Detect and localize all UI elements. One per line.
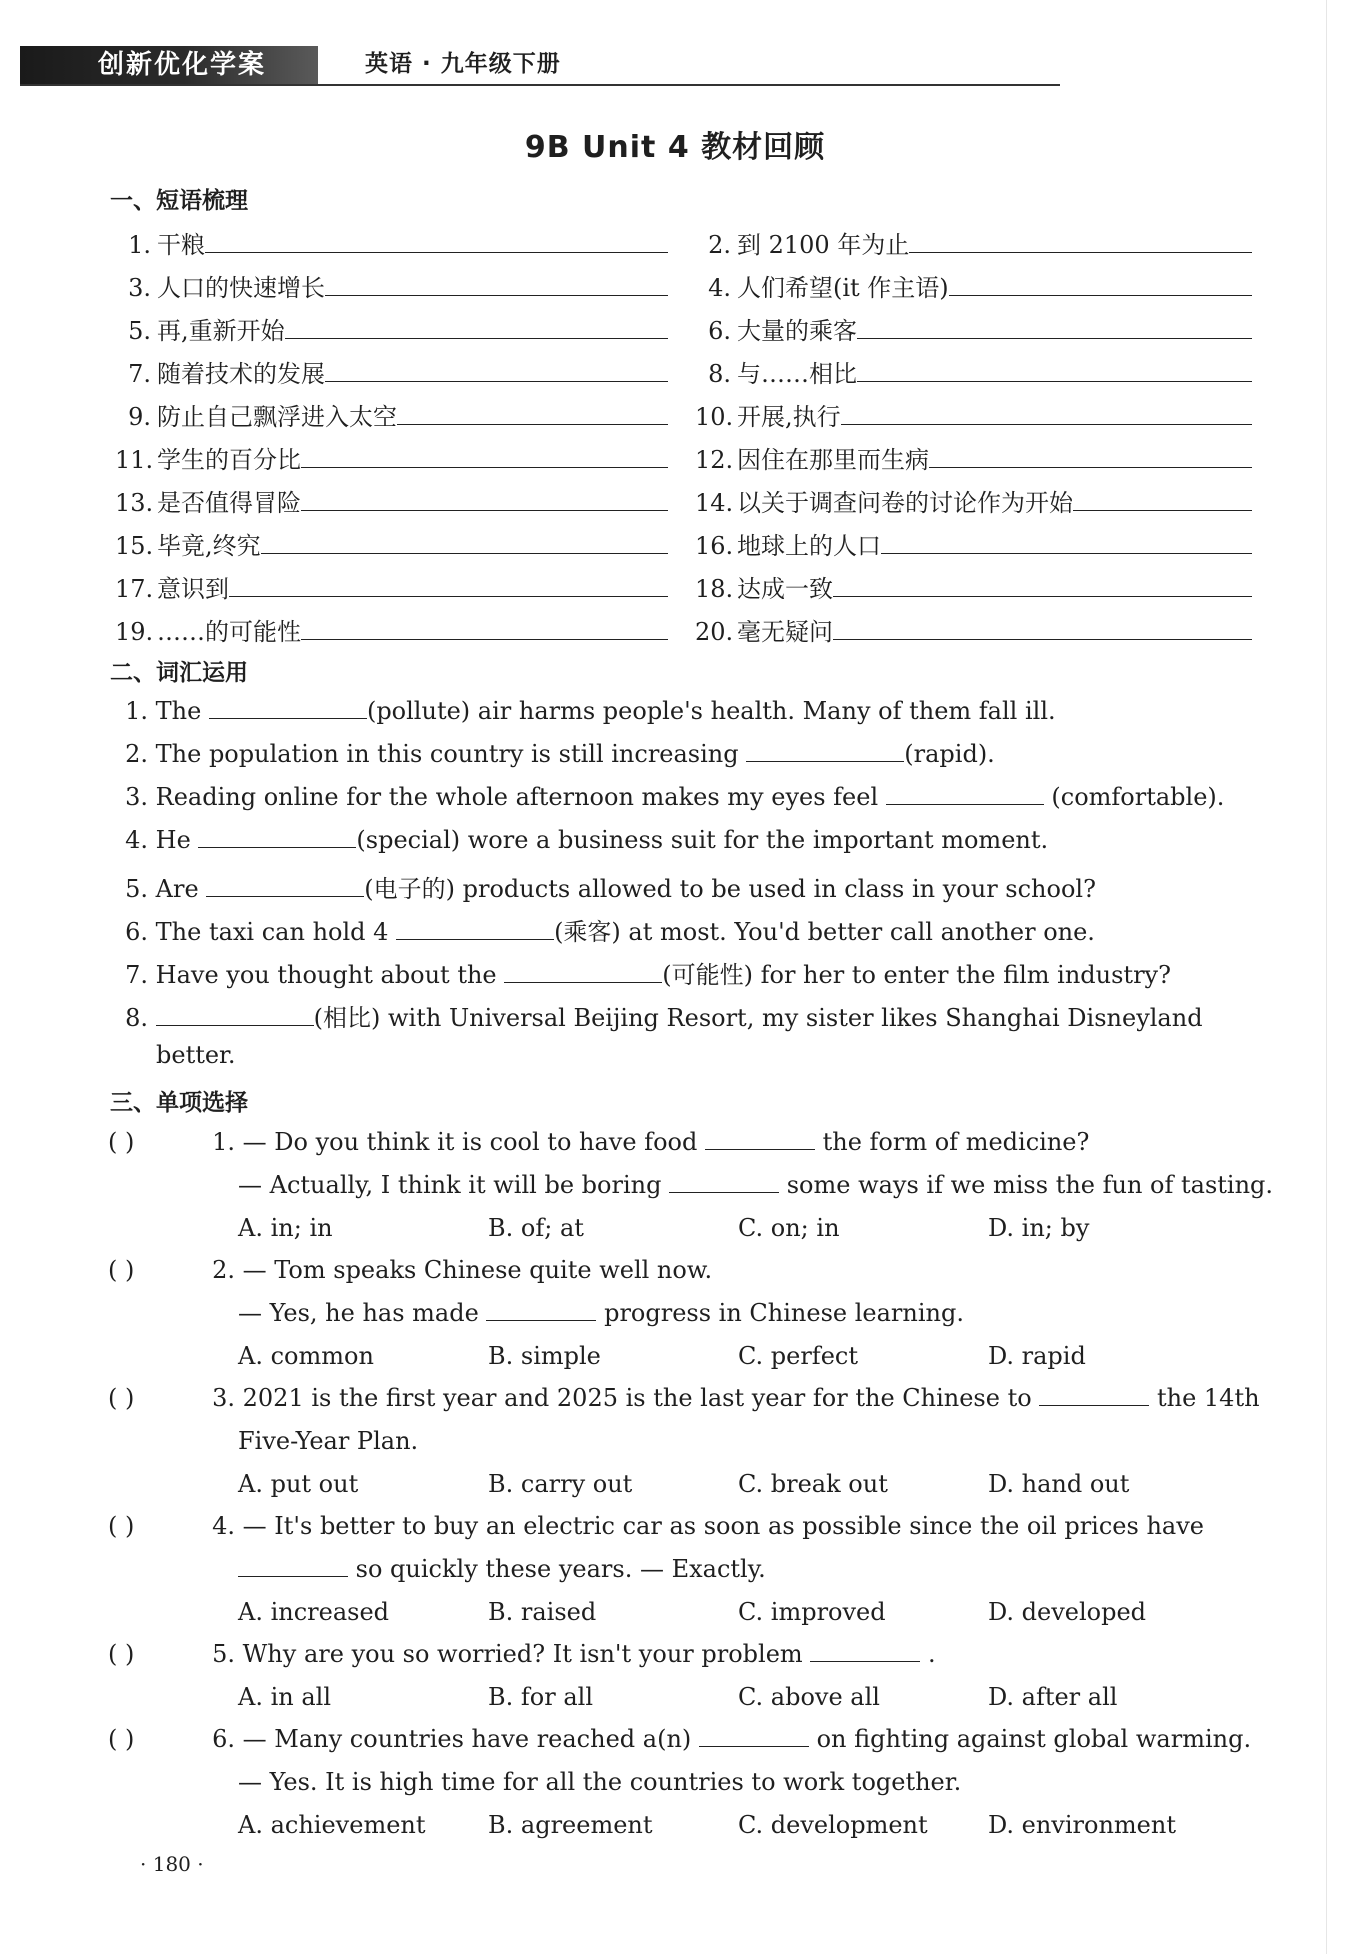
answer-blank[interactable]	[810, 1641, 920, 1662]
phrase-item: 12. 因住在那里而生病	[695, 440, 1252, 475]
phrase-item: 8. 与……相比	[695, 354, 1252, 389]
phrase-item: 2. 到 2100 年为止	[695, 225, 1252, 260]
question-line: so quickly these years. — Exactly.	[238, 1555, 766, 1583]
option-d[interactable]: D. in; by	[988, 1214, 1090, 1242]
option-a[interactable]: A. in; in	[238, 1214, 333, 1242]
option-d[interactable]: D. after all	[988, 1683, 1118, 1711]
answer-blank[interactable]	[229, 576, 668, 597]
vocab-continuation: better.	[156, 1041, 236, 1069]
option-b[interactable]: B. of; at	[488, 1214, 584, 1242]
answer-blank[interactable]	[1039, 1385, 1149, 1406]
phrase-item: 1. 干粮	[115, 225, 668, 260]
option-c[interactable]: C. break out	[738, 1470, 888, 1498]
brand-banner: 创新优化学案	[20, 46, 318, 84]
answer-blank[interactable]	[156, 1005, 314, 1026]
answer-blank[interactable]	[833, 619, 1252, 640]
page-header	[20, 44, 1060, 84]
section-phrases-title: 一、短语梳理	[110, 188, 248, 214]
answer-blank[interactable]	[325, 361, 668, 382]
answer-blank[interactable]	[699, 1726, 809, 1747]
answer-blank[interactable]	[909, 232, 1252, 253]
page-edge	[1326, 0, 1327, 1954]
page-title: 9B Unit 4 教材回顾	[524, 130, 826, 165]
phrase-item: 13. 是否值得冒险	[115, 483, 668, 518]
option-a[interactable]: A. increased	[238, 1598, 390, 1626]
vocab-item: 6. The taxi can hold 4 (乘客) at most. You'd better call another one.	[125, 918, 1095, 946]
answer-bracket[interactable]: ( )	[108, 1725, 135, 1753]
phrase-item: 18. 达成一致	[695, 569, 1252, 604]
answer-blank[interactable]	[397, 404, 668, 425]
question-stem: 1. — Do you think it is cool to have food the form of medicine?	[212, 1128, 1090, 1156]
question-stem: 2. — Tom speaks Chinese quite well now.	[212, 1256, 713, 1284]
answer-blank[interactable]	[238, 1556, 348, 1577]
phrase-item: 5. 再,重新开始	[115, 311, 668, 346]
header-rule	[20, 84, 1060, 86]
question-line: Five-Year Plan.	[238, 1427, 419, 1455]
phrase-item: 3. 人口的快速增长	[115, 268, 668, 303]
answer-bracket[interactable]: ( )	[108, 1512, 135, 1540]
option-b[interactable]: B. for all	[488, 1683, 593, 1711]
phrase-item: 4. 人们希望(it 作主语)	[695, 268, 1252, 303]
answer-blank[interactable]	[301, 619, 668, 640]
answer-blank[interactable]	[285, 318, 668, 339]
answer-blank[interactable]	[857, 318, 1252, 339]
option-c[interactable]: C. development	[738, 1811, 928, 1839]
answer-blank[interactable]	[504, 962, 662, 983]
option-a[interactable]: A. common	[238, 1342, 374, 1370]
question-stem: 5. Why are you so worried? It isn't your problem .	[212, 1640, 936, 1668]
answer-blank[interactable]	[857, 361, 1252, 382]
question-line: — Yes, he has made progress in Chinese learning.	[238, 1299, 964, 1327]
answer-blank[interactable]	[205, 232, 668, 253]
phrase-item: 19. ……的可能性	[115, 612, 668, 647]
question-stem: 3. 2021 is the first year and 2025 is the last year for the Chinese to the 14th	[212, 1384, 1260, 1412]
phrase-item: 9. 防止自己飘浮进入太空	[115, 397, 668, 432]
answer-blank[interactable]	[301, 490, 668, 511]
answer-blank[interactable]	[301, 447, 668, 468]
phrase-item: 6. 大量的乘客	[695, 311, 1252, 346]
option-b[interactable]: B. carry out	[488, 1470, 633, 1498]
option-d[interactable]: D. rapid	[988, 1342, 1086, 1370]
question-line: — Actually, I think it will be boring some ways if we miss the fun of tasting.	[238, 1171, 1274, 1199]
vocab-item: 2. The population in this country is still increasing (rapid).	[125, 740, 995, 768]
option-a[interactable]: A. put out	[238, 1470, 359, 1498]
answer-blank[interactable]	[1073, 490, 1252, 511]
answer-blank[interactable]	[705, 1129, 815, 1150]
section-choice-title: 三、单项选择	[110, 1090, 248, 1116]
answer-blank[interactable]	[325, 275, 668, 296]
option-a[interactable]: A. achievement	[238, 1811, 426, 1839]
answer-blank[interactable]	[746, 741, 904, 762]
answer-blank[interactable]	[209, 698, 367, 719]
answer-blank[interactable]	[198, 827, 356, 848]
option-b[interactable]: B. raised	[488, 1598, 597, 1626]
answer-blank[interactable]	[886, 784, 1044, 805]
answer-bracket[interactable]: ( )	[108, 1384, 135, 1412]
answer-blank[interactable]	[949, 275, 1252, 296]
vocab-item: 8. (相比) with Universal Beijing Resort, my sister likes Shanghai Disneyland	[125, 1004, 1203, 1032]
question-line: — Yes. It is high time for all the countries to work together.	[238, 1768, 962, 1796]
option-c[interactable]: C. on; in	[738, 1214, 840, 1242]
answer-blank[interactable]	[841, 404, 1252, 425]
answer-blank[interactable]	[881, 533, 1252, 554]
question-stem: 6. — Many countries have reached a(n) on fighting against global warming.	[212, 1725, 1252, 1753]
answer-blank[interactable]	[833, 576, 1252, 597]
option-a[interactable]: A. in all	[238, 1683, 332, 1711]
vocab-item: 5. Are (电子的) products allowed to be used in class in your school?	[125, 875, 1096, 903]
phrase-item: 7. 随着技术的发展	[115, 354, 668, 389]
phrase-item: 11. 学生的百分比	[115, 440, 668, 475]
option-c[interactable]: C. improved	[738, 1598, 886, 1626]
vocab-item: 4. He (special) wore a business suit for the important moment.	[125, 826, 1049, 854]
phrase-item: 17. 意识到	[115, 569, 668, 604]
question-stem: 4. — It's better to buy an electric car as soon as possible since the oil prices have	[212, 1512, 1204, 1540]
answer-blank[interactable]	[669, 1172, 779, 1193]
phrase-item: 10. 开展,执行	[695, 397, 1252, 432]
option-d[interactable]: D. hand out	[988, 1470, 1130, 1498]
option-b[interactable]: B. agreement	[488, 1811, 653, 1839]
option-d[interactable]: D. developed	[988, 1598, 1147, 1626]
section-vocab-title: 二、词汇运用	[110, 660, 248, 686]
option-c[interactable]: C. perfect	[738, 1342, 858, 1370]
answer-bracket[interactable]: ( )	[108, 1640, 135, 1668]
option-b[interactable]: B. simple	[488, 1342, 601, 1370]
phrase-item: 15. 毕竟,终究	[115, 526, 668, 561]
answer-blank[interactable]	[486, 1300, 596, 1321]
answer-blank[interactable]	[396, 919, 554, 940]
option-d[interactable]: D. environment	[988, 1811, 1176, 1839]
vocab-item: 7. Have you thought about the (可能性) for her to enter the film industry?	[125, 961, 1171, 989]
answer-bracket[interactable]: ( )	[108, 1256, 135, 1284]
answer-blank[interactable]	[206, 876, 364, 897]
vocab-item: 1. The (pollute) air harms people's health. Many of them fall ill.	[125, 697, 1056, 725]
option-c[interactable]: C. above all	[738, 1683, 880, 1711]
phrase-item: 20. 毫无疑问	[695, 612, 1252, 647]
page-number: · 180 ·	[140, 1852, 204, 1876]
answer-bracket[interactable]: ( )	[108, 1128, 135, 1156]
phrase-item: 16. 地球上的人口	[695, 526, 1252, 561]
phrase-item: 14. 以关于调查问卷的讨论作为开始	[695, 483, 1252, 518]
book-name: 英语 · 九年级下册	[365, 51, 561, 77]
answer-blank[interactable]	[261, 533, 668, 554]
answer-blank[interactable]	[929, 447, 1252, 468]
vocab-item: 3. Reading online for the whole afternoon makes my eyes feel (comfortable).	[125, 783, 1225, 811]
